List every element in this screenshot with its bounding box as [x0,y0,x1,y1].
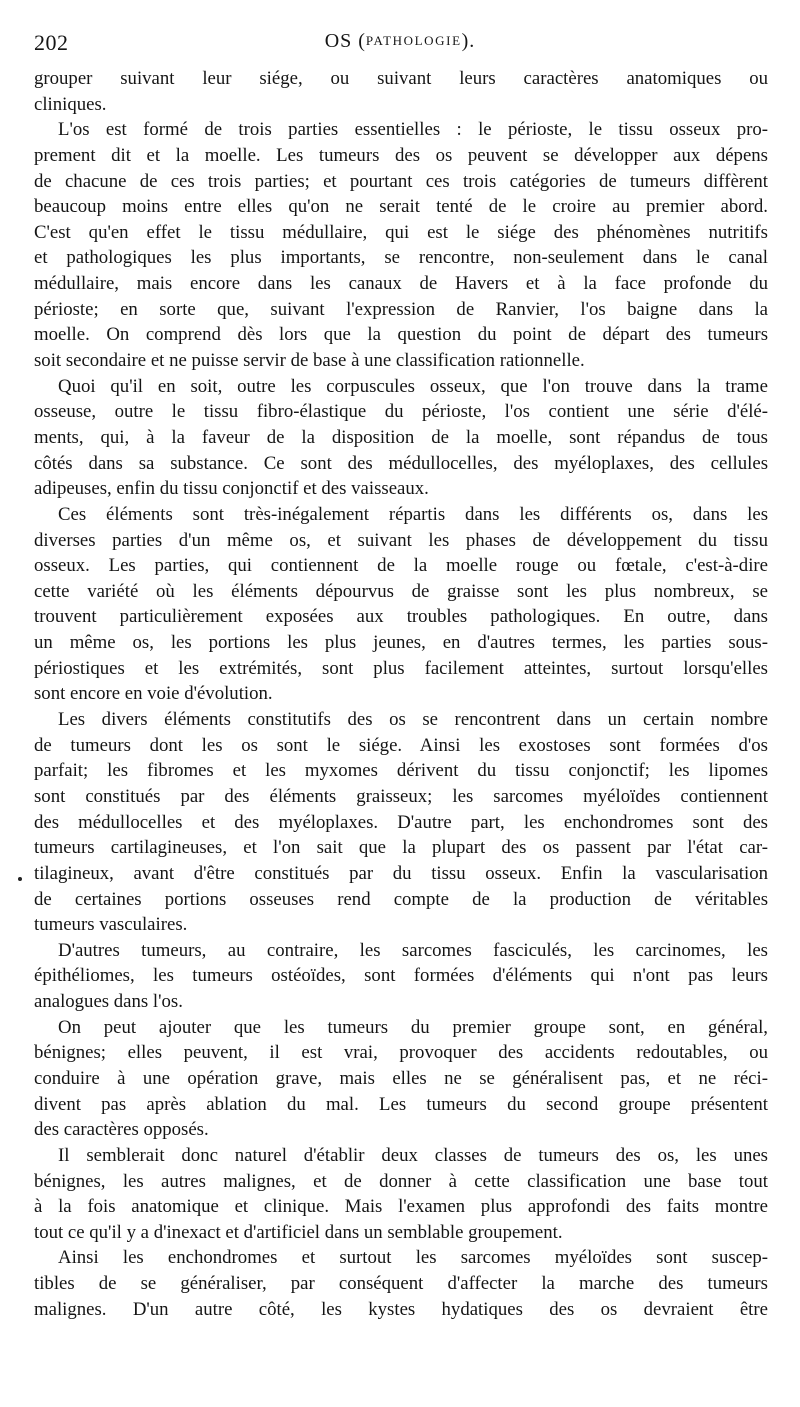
text-line: Ainsi les enchondromes et surtout les sarcomes myéloïdes sont suscep- [58,1247,768,1269]
text-line: côtés dans sa substance. Ce sont des médullocelles, des myéloplaxes, des cellules [34,452,768,474]
text-line: de tumeurs dont les os sont le siége. Ainsi les exostoses sont formées d'os [34,734,768,756]
text-line: périostiques et les extrémités, sont plus facilement atteintes, surtout lorsqu'elles [34,657,768,679]
text-line: médullaire, mais encore dans les canaux de Havers et à la face profonde du [34,273,768,295]
text-line: sont constitués par des éléments graisseux; les sarcomes myéloïdes contiennent [34,785,768,807]
text-line: ments, qui, à la faveur de la disposition de la moelle, sont répandus de tous [34,426,768,448]
text-line: de chacune de ces trois parties; et pourtant ces trois catégories de tumeurs diffèrent [34,170,768,192]
text-line: divent pas après ablation du mal. Les tumeurs du second groupe présentent [34,1093,768,1115]
text-line: et pathologiques les plus importants, se rencontre, non-seulement dans le canal [34,247,768,269]
text-line: parfait; les fibromes et les myxomes dérivent du tissu conjonctif; les lipomes [34,760,768,782]
text-line: cette variété où les éléments dépourvus de graisse sont les plus nombreux, se [34,580,768,602]
page-number: 202 [34,30,69,55]
text-line: Quoi qu'il en soit, outre les corpuscules osseux, que l'on trouve dans la trame [58,375,768,397]
text-line: adipeuses, enfin du tissu conjonctif et des vaisseaux. [34,478,429,500]
text-line: osseuse, outre le tissu fibro-élastique du périoste, l'os contient une série d'élé- [34,401,768,423]
text-line: C'est qu'en effet le tissu médullaire, qui est le siége des phénomènes nutritifs [34,221,768,243]
text-line: sont encore en voie d'évolution. [34,683,273,705]
text-line: des médullocelles et des myéloplaxes. D'autre part, les enchondromes sont des [34,811,768,833]
running-head-subtitle: PATHOLOGIE [365,33,462,48]
text-line: diverses parties d'un même os, et suivant les phases de développement du tissu [34,529,768,551]
text-line: épithéliomes, les tumeurs ostéoïdes, sont formées d'éléments qui n'ont pas leurs [34,965,768,987]
text-line: soit secondaire et ne puisse servir de base à une classification rationnelle. [34,350,585,372]
text-line: moelle. On comprend dès lors que la question du point de départ des tumeurs [34,324,768,346]
text-line: périoste; en sorte que, suivant l'expression de Ranvier, l'os baigne dans la [34,298,768,320]
text-line: Il semblerait donc naturel d'établir deux classes de tumeurs des os, les unes [58,1144,768,1166]
text-line: bénignes, les autres malignes, et de donner à cette classification une base tout [34,1170,768,1192]
text-line: conduire à une opération grave, mais elles ne se généralisent pas, et ne réci- [34,1067,768,1089]
running-head [34,30,766,53]
page-header [34,30,766,58]
text-line: prement dit et la moelle. Les tumeurs des os peuvent se développer aux dépens [34,144,768,166]
text-line: tilagineux, avant d'être constitués par du tissu osseux. Enfin la vascularisation [34,862,768,884]
running-head-end: ). [461,30,476,52]
text-line: tumeurs vasculaires. [34,914,188,936]
text-line: L'os est formé de trois parties essentielles : le périoste, le tissu osseux pro- [58,119,768,141]
text-line: analogues dans l'os. [34,991,183,1013]
text-line: tout ce qu'il y a d'inexact et d'artificiel dans un semblable groupement. [34,1221,563,1243]
text-line: à la fois anatomique et clinique. Mais l'examen plus approfondi des faits montre [34,1196,768,1218]
text-line: On peut ajouter que les tumeurs du premier groupe sont, en général, [58,1016,768,1038]
text-line: osseux. Les parties, qui contiennent de la moelle rouge ou fœtale, c'est-à-dire [34,555,768,577]
text-line: tumeurs cartilagineuses, et l'on sait que la plupart des os passent par l'état car- [34,837,768,859]
text-line: Les divers éléments constitutifs des os se rencontrent dans un certain nombre [58,709,768,731]
text-line: cliniques. [34,93,107,115]
body-text [34,66,768,1322]
text-line: grouper suivant leur siége, ou suivant leurs caractères anatomiques ou [34,68,768,89]
text-line: malignes. D'un autre côté, les kystes hydatiques des os devraient être [34,1298,768,1320]
text-line: beaucoup moins entre elles qu'on ne serait tenté de le croire au premier abord. [34,196,768,218]
text-line: un même os, les portions les plus jeunes, en d'autres termes, les parties sous- [34,632,768,654]
margin-mark [18,877,22,881]
text-line: tibles de se généraliser, par conséquent d'affecter la marche des tumeurs [34,1273,768,1295]
text-line: bénignes; elles peuvent, il est vrai, provoquer des accidents redoutables, ou [34,1042,768,1064]
text-line: trouvent particulièrement exposées aux troubles pathologiques. En outre, dans [34,606,768,628]
running-head-main: OS ( [324,30,366,52]
text-line: Ces éléments sont très-inégalement répartis dans les différents os, dans les [58,503,768,525]
text-line: de certaines portions osseuses rend compte de la production de véritables [34,888,768,910]
text-line: D'autres tumeurs, au contraire, les sarcomes fasciculés, les carcinomes, les [58,939,768,961]
text-line: des caractères opposés. [34,1119,209,1141]
